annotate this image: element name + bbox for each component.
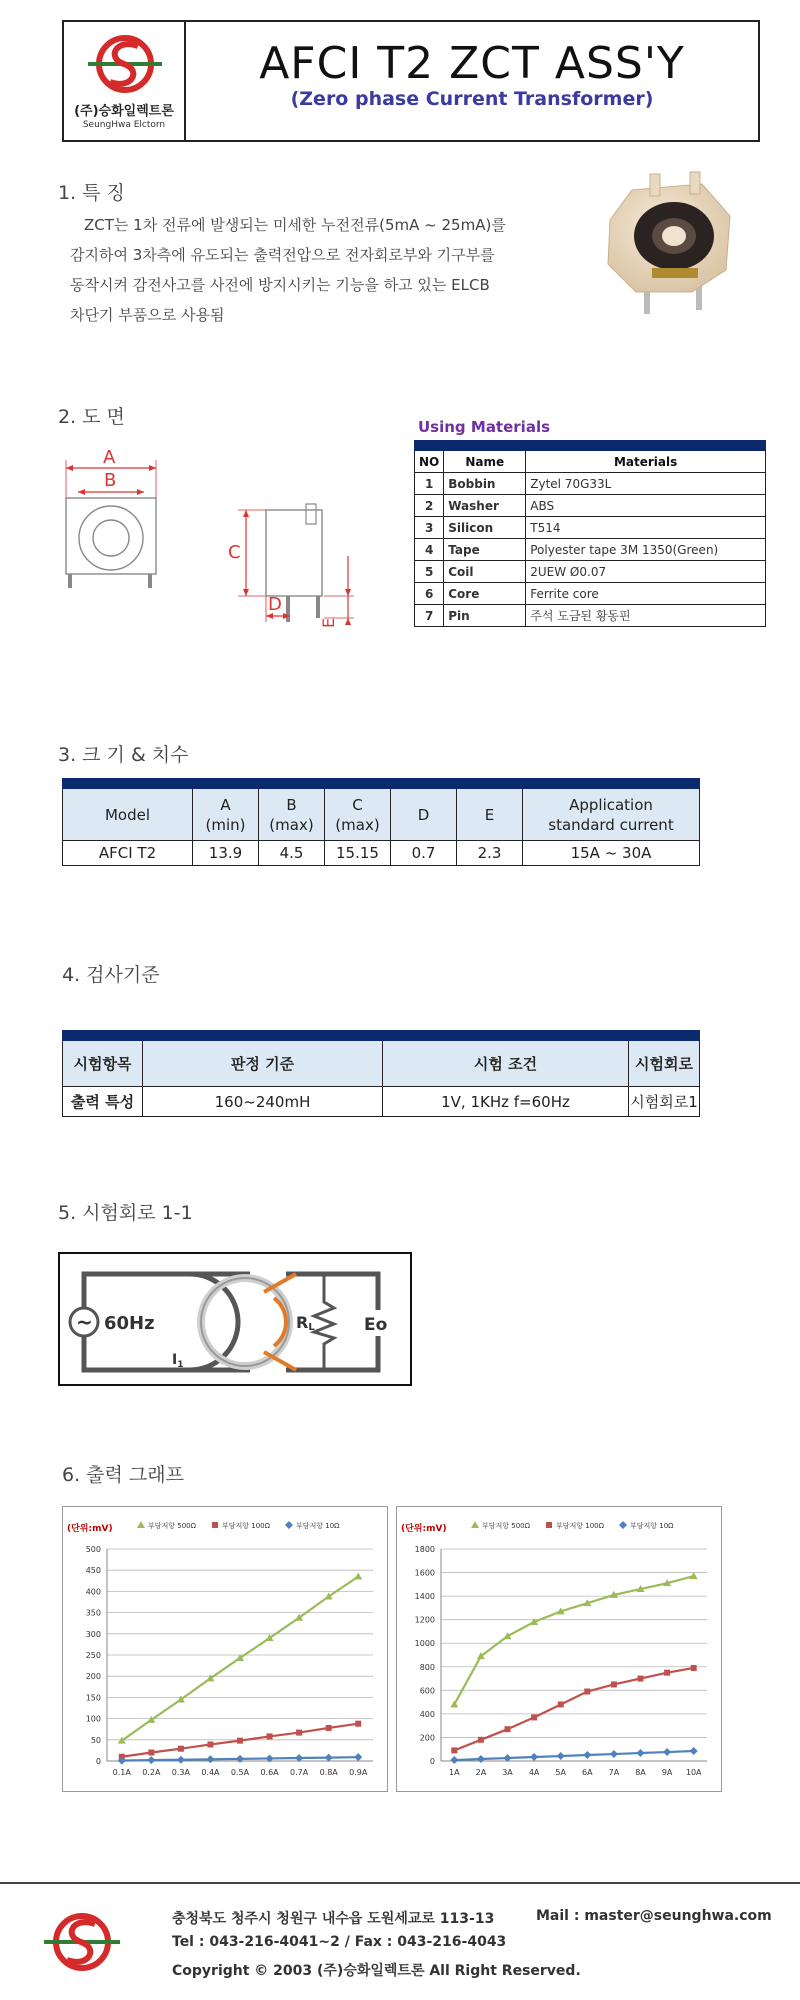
feature-line: 감지하여 3차측에 유도되는 출력전압으로 전자회로부와 기구부를 — [70, 246, 495, 264]
table-row: AFCI T2 13.9 4.5 15.15 0.7 2.3 15A ~ 30A — [63, 841, 700, 866]
y-tick-label: 300 — [85, 1629, 101, 1639]
data-point — [611, 1681, 617, 1687]
x-tick-label: 0.6A — [260, 1768, 279, 1777]
data-point — [236, 1755, 244, 1763]
test-header-criteria: 판정 기준 — [143, 1041, 383, 1087]
data-point — [355, 1721, 361, 1727]
dim-label-a: A — [103, 447, 116, 468]
x-tick-label: 7A — [608, 1768, 620, 1777]
y-tick-label: 200 — [419, 1733, 435, 1743]
front-view-drawing — [56, 446, 166, 596]
y-tick-label: 1600 — [414, 1568, 435, 1578]
company-logo — [64, 22, 186, 140]
data-point — [206, 1755, 214, 1763]
chart-unit-label: (단위:mV) — [401, 1524, 447, 1534]
series-line — [454, 1576, 693, 1704]
table-row: 7 Pin 주석 도금된 황동핀 — [415, 605, 766, 627]
circuit-current-label: I — [172, 1352, 178, 1368]
size-header-model: Model — [63, 789, 193, 841]
data-point — [478, 1737, 484, 1743]
table-row: 3 Silicon T514 — [415, 517, 766, 539]
svg-text:I1 — [172, 1352, 183, 1370]
data-point — [663, 1748, 671, 1756]
legend-marker — [212, 1522, 218, 1528]
size-header-e: E — [457, 789, 523, 841]
data-point — [177, 1756, 185, 1764]
section-5-title: 5. 시험회로 1-1 — [58, 1202, 193, 1224]
y-tick-label: 150 — [85, 1693, 101, 1703]
materials-header-no: NO — [415, 451, 444, 473]
y-tick-label: 1000 — [414, 1639, 435, 1649]
section-3-title: 3. 크 기 & 치수 — [58, 744, 189, 766]
size-header-a: A (min) — [193, 789, 259, 841]
table-row: 5 Coil 2UEW Ø0.07 — [415, 561, 766, 583]
data-point — [147, 1756, 155, 1764]
x-tick-label: 10A — [685, 1768, 702, 1777]
x-tick-label: 0.9A — [349, 1768, 368, 1777]
x-tick-label: 0.8A — [319, 1768, 338, 1777]
output-chart-high-current — [396, 1506, 722, 1792]
x-tick-label: 0.2A — [142, 1768, 161, 1777]
y-tick-label: 250 — [85, 1651, 101, 1660]
data-point — [530, 1753, 538, 1761]
test-header-circuit: 시험회로 — [629, 1041, 700, 1087]
x-tick-label: 6A — [582, 1768, 593, 1777]
feature-line: ZCT는 1차 전류에 발생되는 미세한 누전전류(5mA ~ 25mA)를 — [84, 216, 506, 234]
legend-entry: 부담저항 500Ω — [482, 1522, 530, 1530]
logo-company-name: (주)승화일렉트론 — [74, 104, 174, 119]
y-tick-label: 800 — [419, 1662, 435, 1672]
data-point — [477, 1755, 485, 1763]
dim-label-b: B — [104, 470, 117, 491]
data-point — [267, 1733, 273, 1739]
logo-mark-icon — [66, 24, 184, 104]
x-tick-label: 2A — [475, 1768, 487, 1777]
table-row: 출력 특성 160~240mH 1V, 1KHz f=60Hz 시험회로1 — [63, 1087, 700, 1117]
table-row: 6 Core Ferrite core — [415, 583, 766, 605]
legend-marker — [471, 1521, 479, 1528]
page-subtitle: (Zero phase Current Transformer) — [290, 88, 654, 110]
data-point — [207, 1741, 213, 1747]
table-row: 1 Bobbin Zytel 70G33L — [415, 473, 766, 495]
materials-table — [414, 440, 766, 627]
zct-product-photo — [592, 160, 742, 330]
legend-marker — [619, 1521, 627, 1529]
table-row: 2 Washer ABS — [415, 495, 766, 517]
dim-label-c: C — [228, 542, 241, 563]
data-point — [691, 1665, 697, 1671]
y-tick-label: 450 — [85, 1566, 101, 1576]
feature-description — [70, 210, 510, 330]
dim-label-d: D — [268, 594, 282, 615]
y-tick-label: 50 — [90, 1735, 101, 1745]
data-point — [505, 1726, 511, 1732]
footer-logo-icon — [30, 1904, 134, 1980]
footer-divider — [0, 1882, 800, 1884]
feature-line: 차단기 부품으로 사용됨 — [70, 306, 225, 324]
data-point — [451, 1747, 457, 1753]
data-point — [584, 1689, 590, 1695]
size-header-d: D — [391, 789, 457, 841]
legend-entry: 부담저항 500Ω — [148, 1522, 196, 1530]
x-tick-label: 4A — [528, 1768, 540, 1777]
y-tick-label: 350 — [85, 1608, 101, 1618]
data-point — [610, 1750, 618, 1758]
legend-entry: 부담저항 100Ω — [556, 1522, 604, 1530]
legend-entry: 부담저항 10Ω — [630, 1522, 674, 1530]
data-point — [557, 1752, 565, 1760]
page-title: AFCI T2 ZCT ASS'Y — [259, 38, 685, 89]
x-tick-label: 0.1A — [112, 1768, 131, 1777]
data-point — [531, 1714, 537, 1720]
y-tick-label: 600 — [419, 1686, 435, 1696]
y-tick-label: 500 — [85, 1545, 101, 1554]
feature-line: 동작시켜 감전사고를 사전에 방지시키는 기능을 하고 있는 ELCB — [70, 276, 490, 294]
footer-address: 충청북도 청주시 청원구 내수읍 도원세교로 113-13 — [172, 1911, 495, 1927]
footer-tel: Tel : 043-216-4041~2 / Fax : 043-216-4043 — [172, 1934, 507, 1950]
x-tick-label: 5A — [555, 1768, 566, 1777]
x-tick-label: 0.4A — [201, 1768, 220, 1777]
data-point — [637, 1749, 645, 1757]
test-header-condition: 시험 조건 — [383, 1041, 629, 1087]
x-tick-label: 1A — [449, 1768, 460, 1777]
x-tick-label: 9A — [661, 1768, 673, 1777]
section-6-title: 6. 출력 그래프 — [62, 1464, 184, 1486]
output-chart-low-current — [62, 1506, 388, 1792]
legend-marker — [285, 1521, 293, 1529]
test-standard-table — [62, 1030, 700, 1117]
ac-source-icon: ~ — [76, 1310, 93, 1334]
data-point — [326, 1725, 332, 1731]
y-tick-label: 400 — [419, 1709, 435, 1719]
circuit-load-sub: L — [308, 1322, 315, 1333]
series-line — [454, 1751, 693, 1760]
data-point — [237, 1738, 243, 1744]
side-view-drawing — [220, 496, 360, 636]
x-tick-label: 0.3A — [171, 1768, 190, 1777]
data-point — [690, 1572, 698, 1579]
chart-unit-label: (단위:mV) — [67, 1524, 113, 1534]
y-tick-label: 1200 — [414, 1615, 435, 1625]
legend-entry: 부담저항 100Ω — [222, 1522, 270, 1530]
data-point — [148, 1750, 154, 1756]
data-point — [638, 1676, 644, 1682]
y-tick-label: 1800 — [414, 1545, 435, 1554]
x-tick-label: 3A — [502, 1768, 513, 1777]
size-header-c: C (max) — [325, 789, 391, 841]
data-point — [354, 1573, 362, 1580]
materials-header-name: Name — [444, 451, 526, 473]
section-2-title: 2. 도 면 — [58, 406, 125, 428]
header — [62, 20, 760, 142]
y-tick-label: 200 — [85, 1672, 101, 1682]
materials-header-materials: Materials — [526, 451, 766, 473]
footer-copyright: Copyright © 2003 (주)승화일렉트론 All Right Reserved. — [172, 1963, 581, 1979]
circuit-output-label: Eo — [364, 1315, 388, 1335]
section-1-title: 1. 특 징 — [58, 182, 125, 204]
x-tick-label: 0.5A — [230, 1768, 250, 1777]
y-tick-label: 100 — [85, 1714, 101, 1724]
logo-company-eng: SeungHwa Elctorn — [82, 120, 166, 130]
x-tick-label: 8A — [635, 1768, 646, 1777]
legend-entry: 부담저항 10Ω — [296, 1522, 340, 1530]
table-row: 4 Tape Polyester tape 3M 1350(Green) — [415, 539, 766, 561]
materials-caption: Using Materials — [418, 418, 551, 436]
legend-marker — [137, 1521, 145, 1528]
size-table — [62, 778, 700, 866]
size-header-application: Application standard current — [523, 789, 700, 841]
y-tick-label: 1400 — [414, 1592, 435, 1602]
data-point — [354, 1753, 362, 1761]
data-point — [325, 1754, 333, 1762]
series-line — [454, 1668, 693, 1750]
y-tick-label: 400 — [85, 1587, 101, 1597]
data-point — [450, 1756, 458, 1764]
x-tick-label: 0.7A — [290, 1768, 309, 1777]
section-4-title: 4. 검사기준 — [62, 964, 160, 986]
data-point — [178, 1746, 184, 1752]
y-tick-label: 0 — [429, 1757, 435, 1766]
circuit-load-label: R — [296, 1313, 309, 1332]
legend-marker — [546, 1522, 552, 1528]
circuit-current-sub: 1 — [177, 1360, 184, 1370]
data-point — [690, 1747, 698, 1755]
size-header-b: B (max) — [259, 789, 325, 841]
test-circuit-diagram — [58, 1252, 412, 1386]
footer-mail: Mail : master@seunghwa.com — [536, 1908, 772, 1924]
circuit-frequency-label: 60Hz — [104, 1313, 155, 1334]
dim-label-e: E — [319, 617, 338, 628]
data-point — [296, 1730, 302, 1736]
test-header-item: 시험항목 — [63, 1041, 143, 1087]
data-point — [583, 1751, 591, 1759]
data-point — [558, 1701, 564, 1707]
y-tick-label: 0 — [95, 1757, 101, 1766]
data-point — [664, 1670, 670, 1676]
